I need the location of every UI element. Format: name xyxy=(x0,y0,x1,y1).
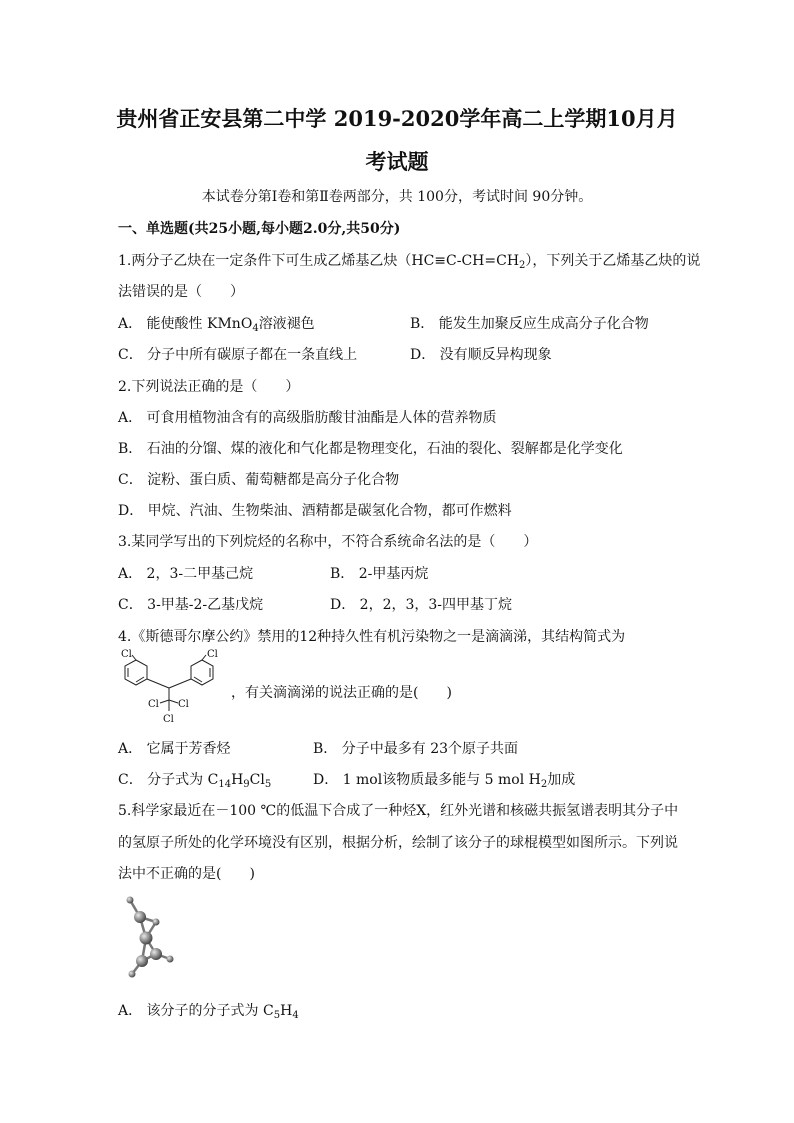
q1-option-b: B． 能发生加聚反应生成高分子化合物 xyxy=(410,316,649,332)
section-heading: 一、单选题(共25小题,每小题2.0分,共50分) xyxy=(118,221,401,237)
q5-stem-line3: 法中不正确的是( ) xyxy=(118,866,255,882)
q4-stem: 4.《斯德哥尔摩公约》禁用的12种持久性有机污染物之一是滴滴涕，其结构简式为 xyxy=(118,629,626,645)
q2-option-d: D． 甲烷、汽油、生物柴油、酒精都是碳氢化合物，都可作燃料 xyxy=(118,503,512,519)
ball-and-stick-model xyxy=(118,893,188,983)
carbon-atom xyxy=(134,911,146,923)
q1-option-a: A． 能使酸性 KMnO$_4$溶液褪色 xyxy=(118,316,315,334)
exam-intro: 本试卷分第Ⅰ卷和第Ⅱ卷两部分，共 100分，考试时间 90分钟。 xyxy=(201,189,593,205)
q3-stem: 3.某同学写出的下列烷烃的名称中，不符合系统命名法的是（ ） xyxy=(118,534,538,550)
carbon-atom xyxy=(150,948,162,960)
page-title-line2: 考试题 xyxy=(365,149,429,174)
carbon-atom xyxy=(140,932,153,945)
hydrogen-atom xyxy=(129,971,136,978)
ddt-cl-label: Cl xyxy=(148,699,159,710)
q1-option-c: C． 分子中所有碳原子都在一条直线上 xyxy=(118,347,358,363)
q5-stem-line1: 5.科学家最近在－100 ℃的低温下合成了一种烃X，红外光谱和核磁共振氢谱表明其分子中 xyxy=(118,803,679,819)
q2-option-b: B． 石油的分馏、煤的液化和气化都是物理变化，石油的裂化、裂解都是化学变化 xyxy=(118,441,623,457)
ddt-cl-label: Cl xyxy=(121,649,132,660)
q3-option-a: A． 2，3-二甲基己烷 xyxy=(118,566,254,582)
q1-stem-line2: 法错误的是（ ） xyxy=(118,284,244,300)
q5-stem-line2: 的氢原子所处的化学环境没有区别，根据分析，绘制了该分子的球棍模型如图所示。下列说 xyxy=(118,835,678,851)
ddt-cl-label: Cl xyxy=(178,699,189,710)
hydrogen-atom xyxy=(127,897,134,904)
ddt-cl-label: Cl xyxy=(163,714,174,725)
ddt-structure-diagram xyxy=(118,648,228,728)
q3-option-c: C． 3-甲基-2-乙基戊烷 xyxy=(118,597,264,613)
ddt-cl-label: Cl xyxy=(207,649,218,660)
q2-option-c: C． 淀粉、蛋白质、葡萄糖都是高分子化合物 xyxy=(118,472,400,488)
q2-stem: 2.下列说法正确的是（ ） xyxy=(118,379,300,395)
q4-stem-continued: ，有关滴滴涕的说法正确的是( ) xyxy=(231,685,452,701)
q3-option-b: B． 2-甲基丙烷 xyxy=(330,566,429,582)
q1-option-d: D． 没有顺反异构现象 xyxy=(410,347,552,363)
hydrogen-atom xyxy=(153,919,160,926)
q4-option-b: B． 分子中最多有 23个原子共面 xyxy=(313,741,519,757)
q1-stem-line1: 1.两分子乙炔在一定条件下可生成乙烯基乙炔$(HC\equiv C-CH=CH_2)$，下列关于乙烯基乙炔的说 xyxy=(118,253,701,271)
q3-option-d: D． 2，2，3，3-四甲基丁烷 xyxy=(330,597,513,613)
q4-option-d: D． 1 mol该物质最多能与 5 mol $H_2$加成 xyxy=(313,772,576,790)
q4-option-c: C． 分子式为 $C_{14}H_9Cl_5$ xyxy=(118,772,272,790)
q2-option-a: A． 可食用植物油含有的高级脂肪酸甘油酯是人体的营养物质 xyxy=(118,410,497,426)
page-title-line1: 贵州省正安县第二中学 2019-2020学年高二上学期10月月 xyxy=(116,106,678,131)
q4-option-a: A． 它属于芳香烃 xyxy=(118,741,231,757)
hydrogen-atom xyxy=(167,956,174,963)
carbon-atom xyxy=(136,955,148,967)
q5-option-a: A． 该分子的分子式为 $C_5H_4$ xyxy=(118,1003,299,1021)
